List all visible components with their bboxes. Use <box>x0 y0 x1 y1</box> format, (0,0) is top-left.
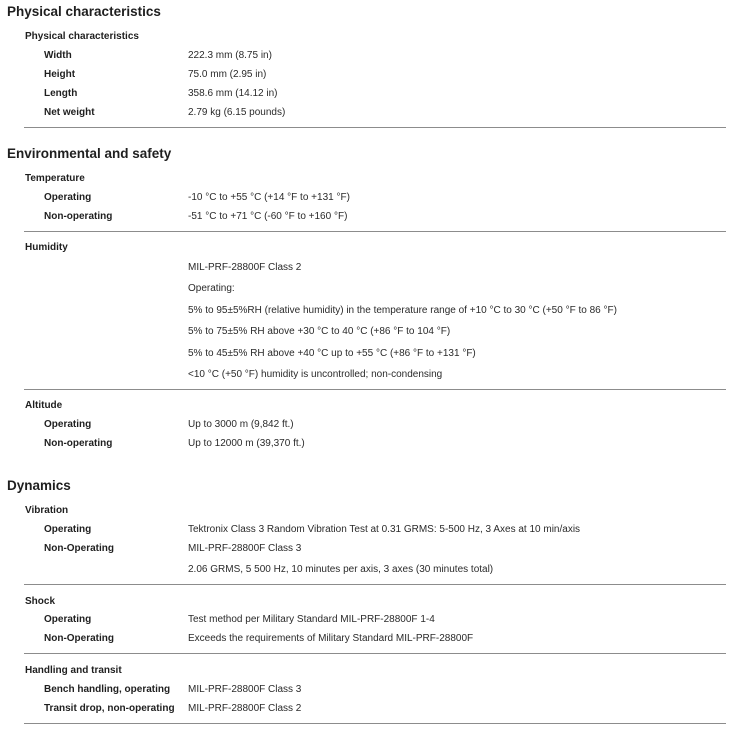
row-label-temp-non-operating: Non-operating <box>44 211 113 222</box>
group-physical: Physical characteristics <box>25 31 139 42</box>
row-label-alt-operating: Operating <box>44 419 92 430</box>
row-label-transit-drop: Transit drop, non-operating <box>44 703 175 714</box>
humidity-line: 5% to 95±5%RH (relative humidity) in the temperature range of +10 °C to 30 °C (+50 °F to 86 °F) <box>188 305 617 316</box>
group-humidity: Humidity <box>25 242 68 253</box>
row-label-shock-operating: Operating <box>44 614 92 625</box>
group-handling: Handling and transit <box>25 665 122 676</box>
row-value-vib-non-operating: MIL-PRF-28800F Class 3 <box>188 543 302 554</box>
humidity-line: 5% to 75±5% RH above +30 °C to 40 °C (+86 °F to 104 °F) <box>188 326 451 337</box>
row-value-alt-non-operating: Up to 12000 m (39,370 ft.) <box>188 438 305 449</box>
row-label-temp-operating: Operating <box>44 192 92 203</box>
row-value-width: 222.3 mm (8.75 in) <box>188 50 272 61</box>
divider <box>24 389 726 390</box>
row-label-vib-non-operating: Non-Operating <box>44 543 114 554</box>
section-title-dynamics: Dynamics <box>7 478 71 493</box>
group-vibration: Vibration <box>25 505 69 516</box>
row-value-alt-operating: Up to 3000 m (9,842 ft.) <box>188 419 294 430</box>
section-title-physical: Physical characteristics <box>7 4 161 19</box>
humidity-line: <10 °C (+50 °F) humidity is uncontrolled; non-condensing <box>188 369 443 380</box>
divider <box>24 584 726 585</box>
row-value-net-weight: 2.79 kg (6.15 pounds) <box>188 107 286 118</box>
row-value-shock-operating: Test method per Military Standard MIL-PRF-28800F 1-4 <box>188 614 435 625</box>
row-value-vib-operating: Tektronix Class 3 Random Vibration Test at 0.31 GRMS: 5-500 Hz, 3 Axes at 10 min/axis <box>188 524 581 535</box>
row-label-height: Height <box>44 69 76 80</box>
divider <box>24 231 726 232</box>
row-label-vib-operating: Operating <box>44 524 92 535</box>
row-label-net-weight: Net weight <box>44 107 95 118</box>
row-label-shock-non-operating: Non-Operating <box>44 633 114 644</box>
group-altitude: Altitude <box>25 400 63 411</box>
row-label-bench-handling: Bench handling, operating <box>44 684 171 695</box>
row-value-length: 358.6 mm (14.12 in) <box>188 88 278 99</box>
group-temperature: Temperature <box>25 173 85 184</box>
group-shock: Shock <box>25 596 56 607</box>
humidity-line: 5% to 45±5% RH above +40 °C up to +55 °C (+86 °F to +131 °F) <box>188 348 476 359</box>
row-value-temp-non-operating: -51 °C to +71 °C (-60 °F to +160 °F) <box>188 211 348 222</box>
row-label-width: Width <box>44 50 72 61</box>
divider <box>24 127 726 128</box>
section-title-environmental: Environmental and safety <box>7 146 172 161</box>
humidity-line: MIL-PRF-28800F Class 2 <box>188 262 302 273</box>
humidity-line: Operating: <box>188 283 235 294</box>
row-value-temp-operating: -10 °C to +55 °C (+14 °F to +131 °F) <box>188 192 350 203</box>
row-value-transit-drop: MIL-PRF-28800F Class 2 <box>188 703 302 714</box>
divider <box>24 653 726 654</box>
vibration-extra: 2.06 GRMS, 5 500 Hz, 10 minutes per axis, 3 axes (30 minutes total) <box>188 564 494 575</box>
row-value-shock-non-operating: Exceeds the requirements of Military Standard MIL-PRF-28800F <box>188 633 474 644</box>
row-value-bench-handling: MIL-PRF-28800F Class 3 <box>188 684 302 695</box>
divider <box>24 723 726 724</box>
row-label-length: Length <box>44 88 78 99</box>
row-label-alt-non-operating: Non-operating <box>44 438 113 449</box>
row-value-height: 75.0 mm (2.95 in) <box>188 69 267 80</box>
